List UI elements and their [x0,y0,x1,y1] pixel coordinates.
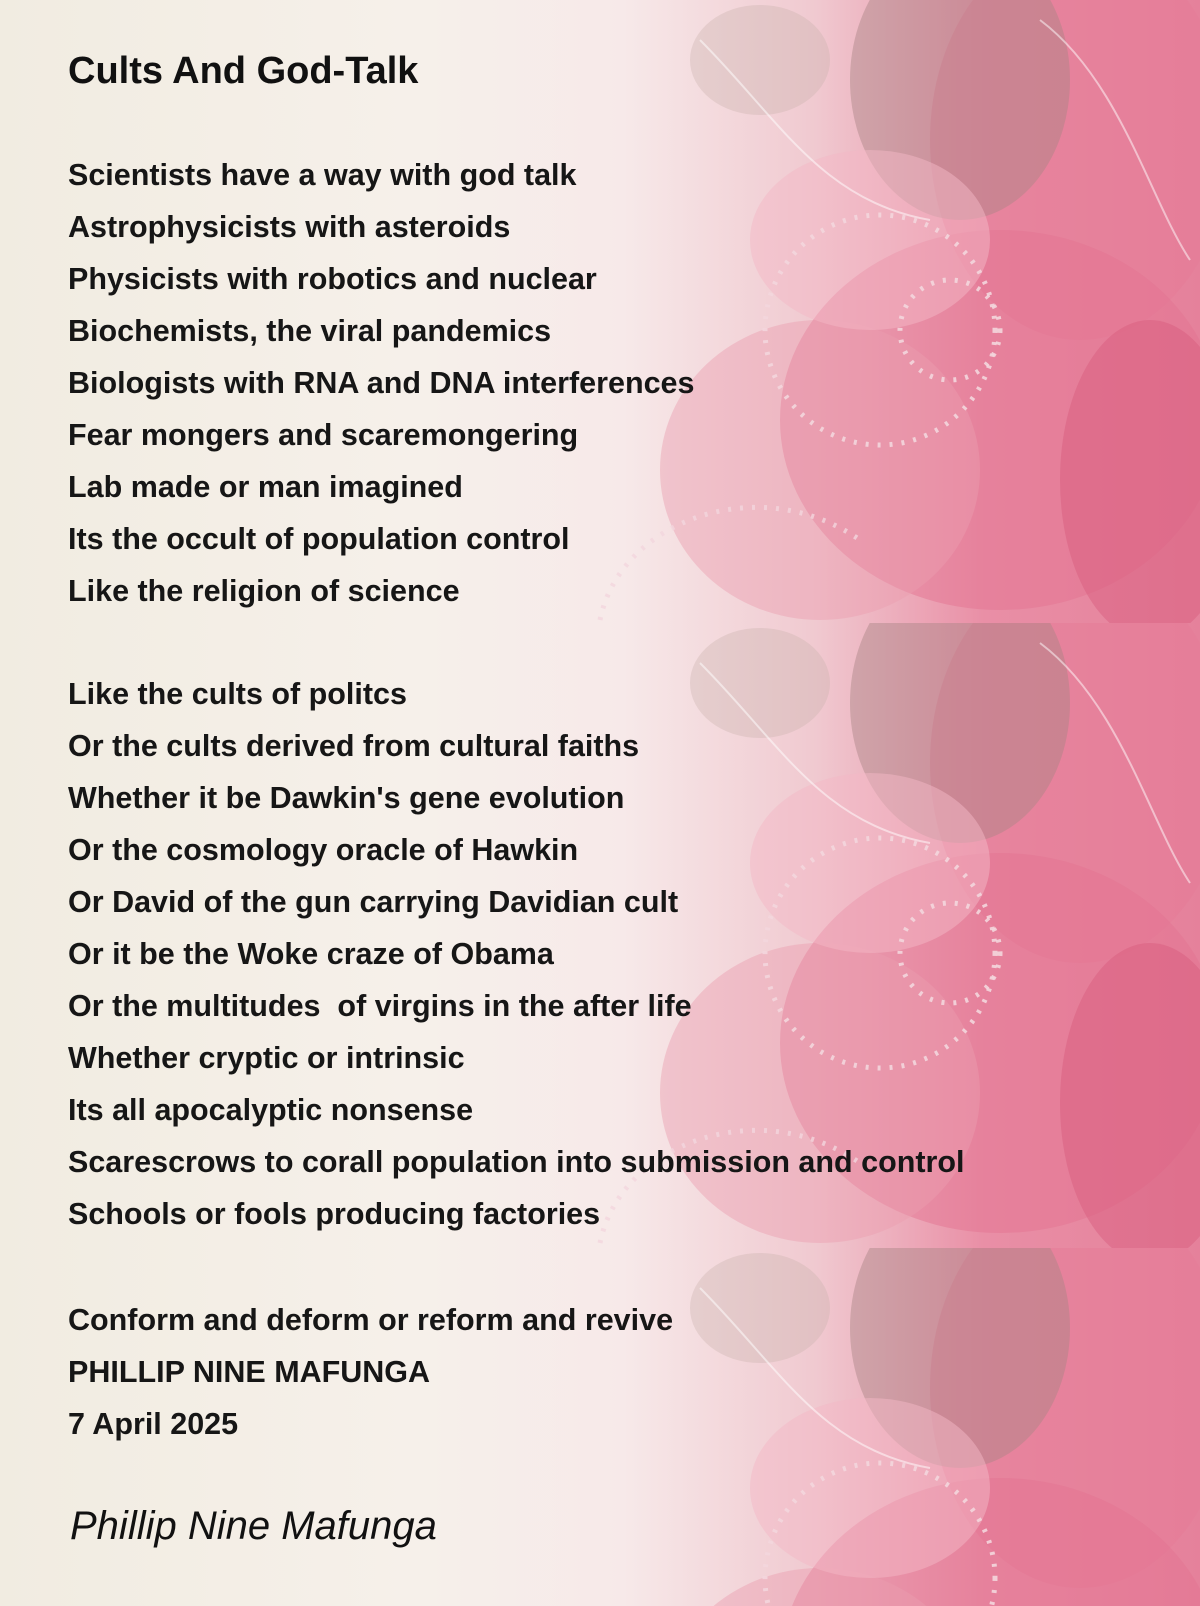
poem-line: Or the cosmology oracle of Hawkin [68,833,579,867]
poem-line: Or it be the Woke craze of Obama [68,937,554,971]
author-name: PHILLIP NINE MAFUNGA [68,1355,431,1389]
poem-line: Biologists with RNA and DNA interferences [68,366,695,400]
poem-line: Astrophysicists with asteroids [68,210,511,244]
poem-line: Or the multitudes of virgins in the after life [68,989,692,1023]
stanza-3 [68,1294,673,1450]
poem-date: 7 April 2025 [68,1407,239,1441]
poem-line: Or David of the gun carrying Davidian cult [68,885,679,919]
poem-line: Like the religion of science [68,574,460,608]
stanza-1 [68,149,694,617]
poem-line: Fear mongers and scaremongering [68,418,579,452]
stanza-2 [68,668,965,1240]
poem-line: Schools or fools producing factories [68,1197,601,1231]
poem-line: Like the cults of politcs [68,677,407,711]
poem-line: Lab made or man imagined [68,470,463,504]
poem-line: Scientists have a way with god talk [68,158,577,192]
poem-line: Its all apocalyptic nonsense [68,1093,474,1127]
poem-line: Conform and deform or reform and revive [68,1303,674,1337]
poem-line: Its the occult of population control [68,522,570,556]
poem-line: Or the cults derived from cultural faiths [68,729,640,763]
poem-line: Whether it be Dawkin's gene evolution [68,781,625,815]
poem-line: Whether cryptic or intrinsic [68,1041,465,1075]
poem-line: Scarescrows to corall population into submission and control [68,1145,965,1179]
poem-line: Biochemists, the viral pandemics [68,314,552,348]
poem-title: Cults And God-Talk [68,50,419,92]
poem-line: Physicists with robotics and nuclear [68,262,597,296]
author-signature: Phillip Nine Mafunga [70,1504,437,1548]
